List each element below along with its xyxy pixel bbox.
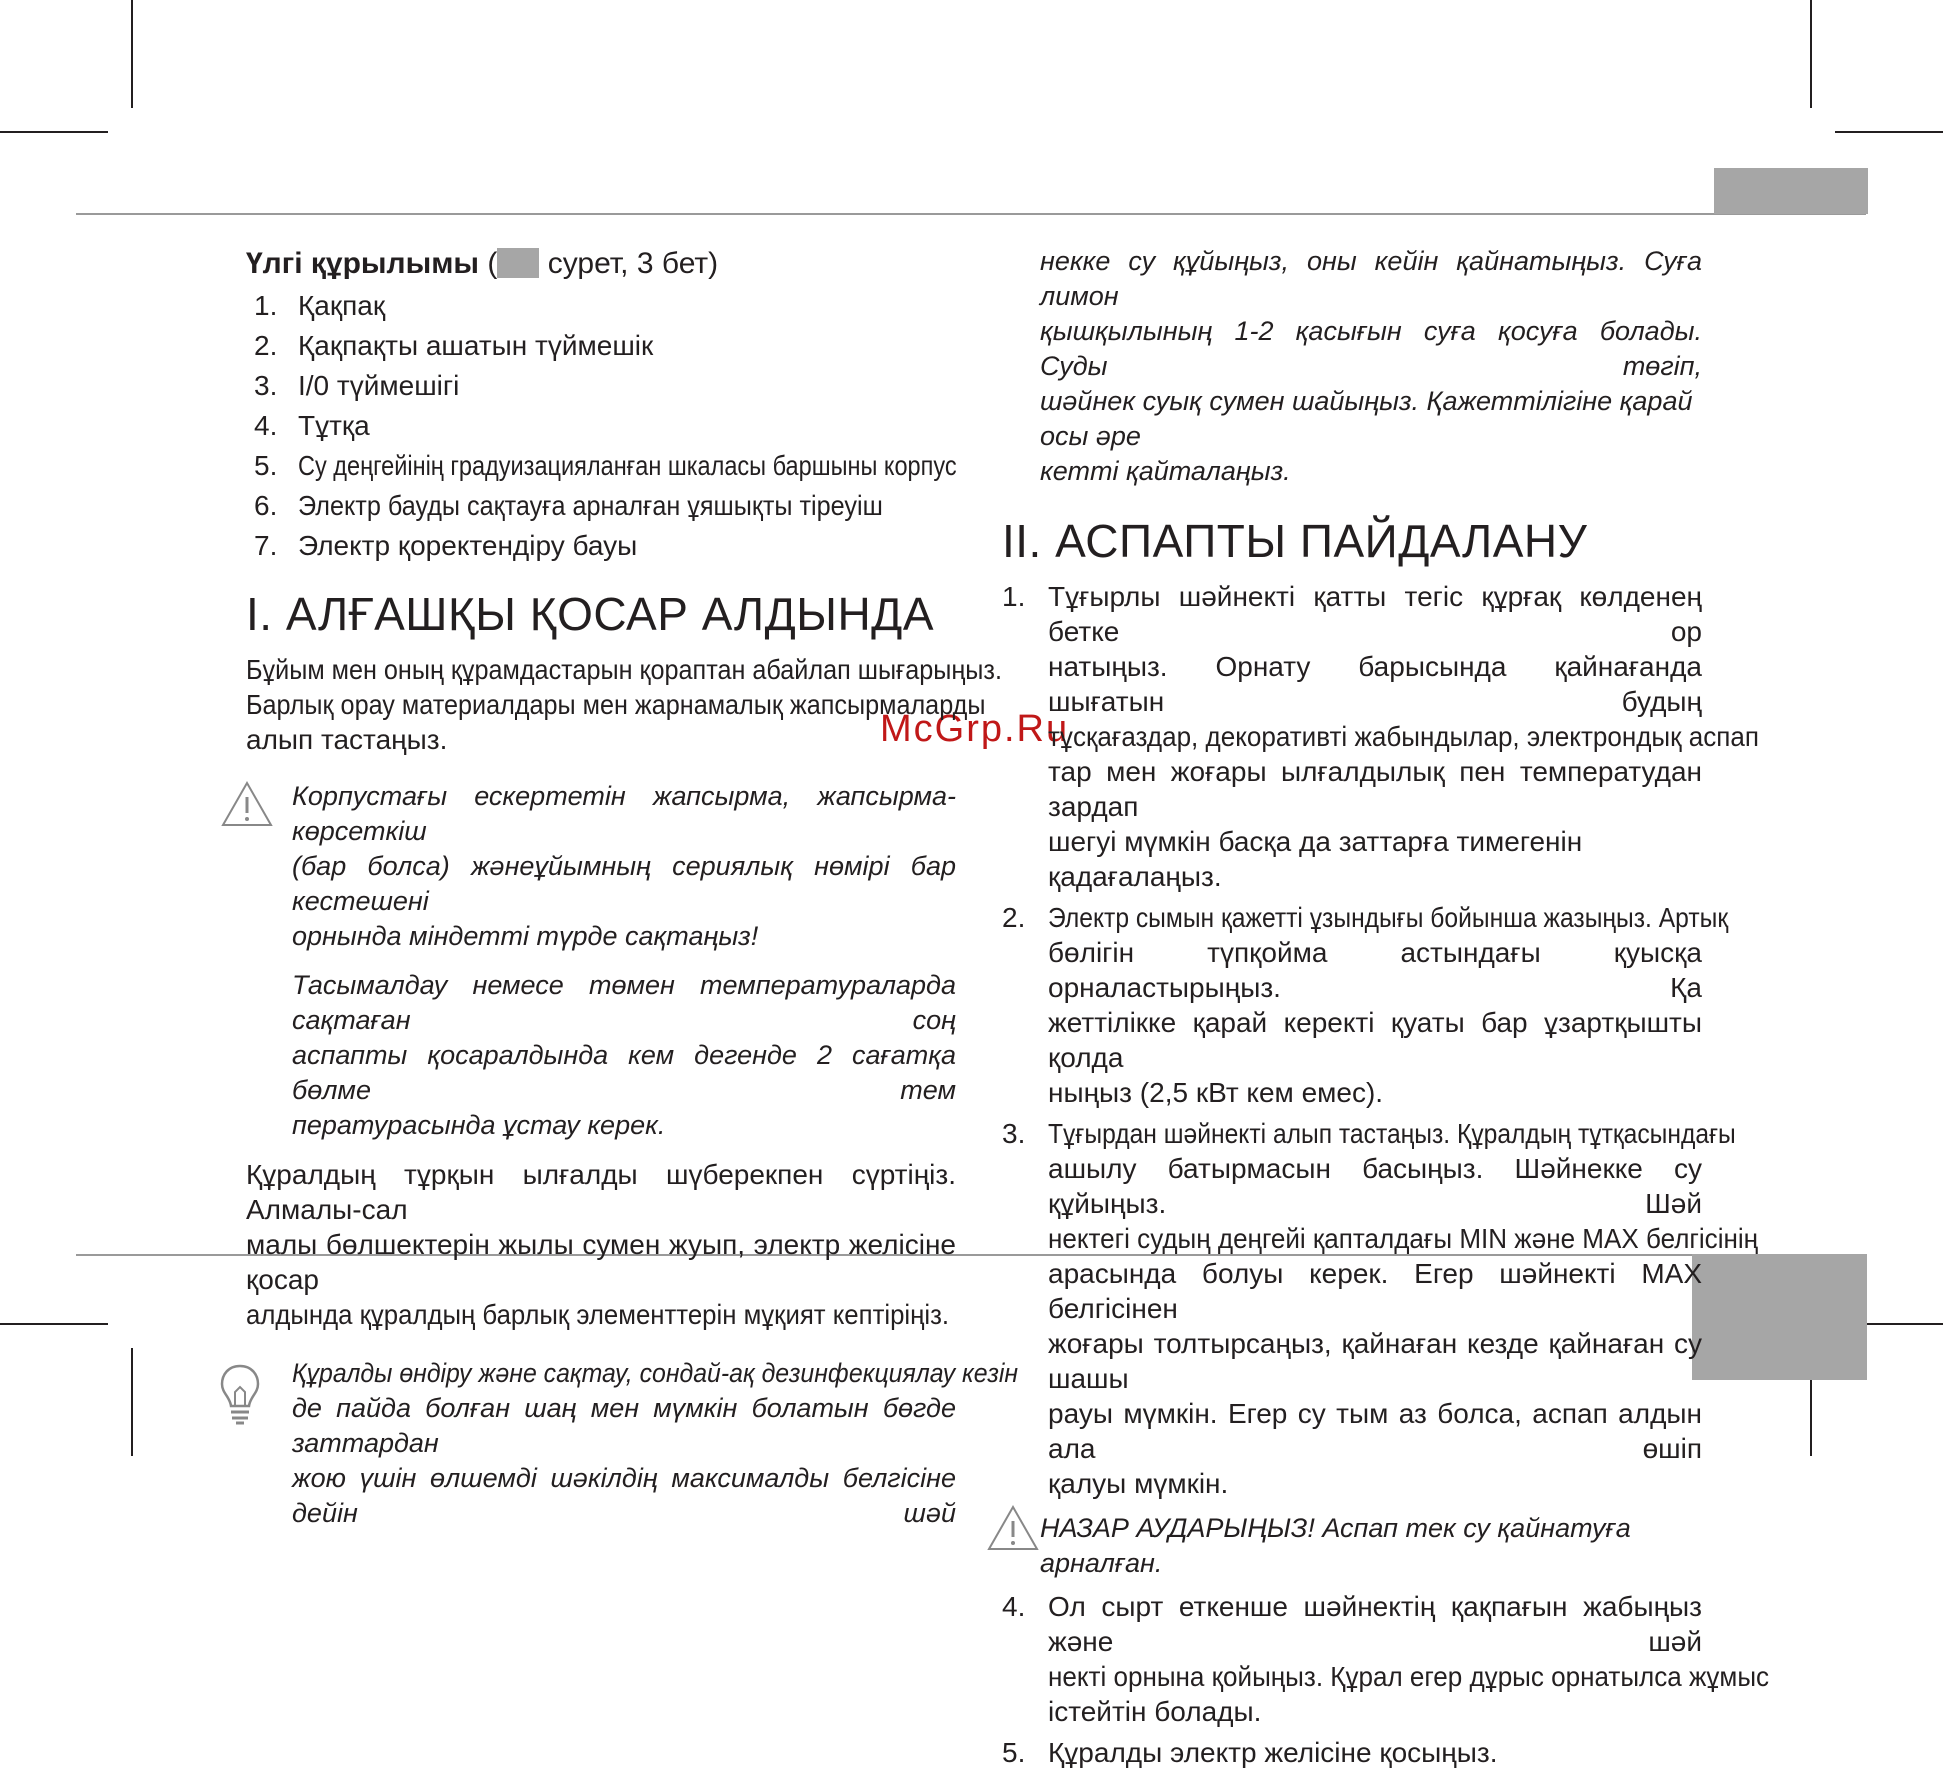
usage-steps [1002, 579, 1759, 1501]
list-item: 4. Тұтқа [254, 410, 370, 441]
warning-triangle-icon [220, 779, 274, 829]
usage-steps-continued [1002, 1589, 1770, 1770]
list-item: 5. Құралды электр желісіне қосыңыз. [1002, 1737, 1498, 1768]
crop-mark [1835, 131, 1943, 133]
list-item: 1. Қақпақ [254, 290, 386, 321]
section-title-before-first-use: I. АЛҒАШҚЫ ҚОСАР АЛДЫНДА [246, 588, 935, 640]
list-item: 7. Электр қоректендіру бауы [254, 530, 638, 561]
list-item: 3. I/0 түймешігі [254, 370, 460, 401]
list-item: 4. Ол сырт еткенше шәйнектің қақпағын жабыңыз және шәй некті орнына қойыңыз. Құрал егер дұрыс орнатылса жұмыс істейтін болады. [1002, 1591, 1770, 1727]
page-number-box [1692, 1254, 1867, 1380]
cleaning-paragraph: Құралдың тұрқын ылғалды шүберекпен сүртіңіз. Алмалы-сал малы бөлшектерін жылы сумен жуып, электр желісіне қосар алдында құралдың барлық элементтерін мұқият кептіріңіз. [246, 1159, 956, 1330]
warning-note: Корпустағы ескертетін жапсырма, жапсырма-көрсеткіш (бар болса) жәнеұйымның сериялық нөмірі бар кестешені орнында міндетті түрде сақтаңыз! [246, 779, 956, 954]
warning-note-transport: Тасымалдау немесе төмен температураларда сақтаған соң аспапты қосаралдында кем дегенде 2 сағатқа бөлме тем пературасында ұстау керек. [292, 970, 956, 1140]
figure-color-swatch [497, 248, 539, 278]
list-item: 2. Электр сымын қажетті ұзындығы бойынша жазыңыз. Артық бөлігін түпқойма астындағы қуысқа орналастырыңыз. Қа жеттілікке қарай керекті қуаты бар ұзартқышты қолда ныңыз (2,5 кВт кем емес). [1002, 902, 1729, 1108]
top-rule [76, 213, 1866, 215]
model-heading-bold: Үлгі құрылымы [246, 247, 480, 280]
tip-continued: некке су құйыңыз, оны кейін қайнатыңыз. Суға лимон қышқылының 1-2 қасығын суға қосуға болады. Суды төгіп, шәйнек суық сумен шайыңыз. Қажеттілігіне қарай осы әре кетті қайталаңыз. [1040, 246, 1702, 486]
crop-mark [131, 1348, 133, 1456]
model-structure-heading [246, 244, 956, 284]
crop-mark [0, 1323, 108, 1325]
tip-note: Құралды өндіру және сақтау, сондай-ақ дезинфекциялау кезін де пайда болған шаң мен мүмкін болатын бөгде заттардан жою үшін өлшемді шәкілдің максималды белгісіне дейін шәй [246, 1356, 956, 1531]
list-item: 3. Тұғырдан шәйнекті алып тастаңыз. Құралдың тұтқасындағы ашылу батырмасын басыңыз. Шәйнекке су құйыңыз. Шәй нектегі судың деңгейі қапталдағы MIN және MAX белгісінің арасында болуы керек. Егер шәйнекті MAX белгісінен жоғары толтырсаңыз, қайнаған кезде қайнаған су шашы рауы мүмкін. Егер су тым аз болса, аспап алдын ала өшіп қалуы мүмкін. [1002, 1118, 1759, 1499]
model-heading-paren: ( [487, 247, 498, 280]
right-column [1002, 244, 1770, 1776]
page-tab-top [1714, 168, 1868, 214]
crop-mark [1810, 0, 1812, 108]
list-item: 2. Қақпақты ашатын түймешік [254, 330, 654, 361]
list-item: 5. Су деңгейінің градуизацияланған шкаласы баршыны корпус [254, 450, 957, 481]
warning-triangle-icon [986, 1503, 1040, 1553]
crop-mark [0, 131, 108, 133]
section-title-using-appliance: II. АСПАПТЫ ПАЙДАЛАНУ [1002, 515, 1588, 567]
model-heading-rest: сурет, 3 бет) [547, 247, 719, 280]
crop-mark [131, 0, 133, 108]
watermark: McGrp.Ru [880, 708, 1070, 750]
lightbulb-icon [218, 1362, 262, 1426]
list-item: 6. Электр бауды сақтауға арналған ұяшықты тіреуіш [254, 490, 883, 521]
parts-list [246, 286, 956, 566]
intro-paragraph: Бұйым мен оның құрамдастарын қораптан абайлап шығарыңыз. Барлық орау материалдары мен жарнамалық жапсырмаларды алып тастаңыз. [246, 654, 1002, 755]
list-item: 1. Тұғырлы шәйнекті қатты тегіс құрғақ көлденең бетке ор натыңыз. Орнату барысында қайнағанда шығатын будың тұсқағаздар, декоративті жабындылар, электрондық аспап тар мен жоғары ылғалдылық пен температудан зардап шегуі мүмкін басқа да заттарға тимегенін қадағалаңыз. [1002, 581, 1759, 892]
attention-note: НАЗАР АУДАРЫҢЫЗ! Аспап тек су қайнатуға арналған. [1002, 1511, 1702, 1581]
